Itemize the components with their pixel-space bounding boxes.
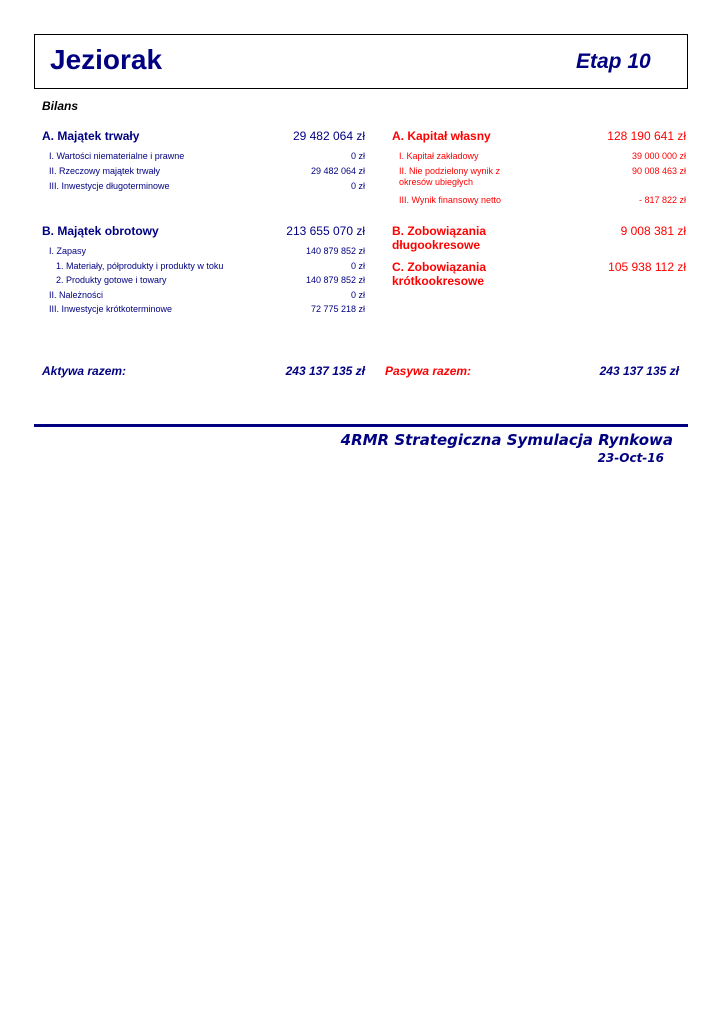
- current-item-value: 72 775 218 zł: [310, 304, 365, 314]
- current-item-value: 140 879 852 zł: [305, 246, 365, 256]
- equity-item-value: 39 000 000 zł: [631, 151, 686, 161]
- current-assets-value: 213 655 070 zł: [286, 224, 365, 238]
- current-item-label: III. Inwestycje krótkoterminowe: [49, 304, 173, 314]
- shortterm-liabilities-value: 105 938 112 zł: [608, 260, 686, 274]
- current-assets-label: B. Majątek obrotowy: [42, 224, 159, 238]
- shortterm-liabilities-label: C. Zobowiązania krótkookresowe: [392, 260, 487, 288]
- fixed-assets-value: 29 482 064 zł: [292, 129, 365, 143]
- current-item-value: 0 zł: [350, 290, 365, 300]
- longterm-liabilities-value: 9 008 381 zł: [620, 224, 686, 238]
- footer-date: 23-Oct-16: [597, 451, 664, 465]
- fixed-item-label: I. Wartości niematerialne i prawne: [49, 151, 185, 161]
- equity-item-value: 90 008 463 zł: [631, 166, 686, 176]
- liabilities-total-label: Pasywa razem:: [385, 364, 472, 378]
- fixed-item-value: 0 zł: [350, 181, 365, 191]
- section-title: Bilans: [42, 99, 79, 113]
- equity-item-label: II. Nie podzielony wynik z okresów ubiegłych: [399, 166, 501, 187]
- stage-label: Etap 10: [576, 50, 651, 73]
- liabilities-total-value: 243 137 135 zł: [599, 364, 679, 378]
- current-subitem-value: 0 zł: [350, 261, 365, 271]
- footer-divider: [34, 424, 688, 427]
- current-item-label: II. Należności: [49, 290, 104, 300]
- fixed-item-value: 0 zł: [350, 151, 365, 161]
- assets-total-label: Aktywa razem:: [42, 364, 127, 378]
- current-item-label: I. Zapasy: [49, 246, 87, 256]
- longterm-liabilities-label: B. Zobowiązania długookresowe: [392, 224, 487, 252]
- equity-item-label: III. Wynik finansowy netto: [399, 195, 501, 205]
- company-name: Jeziorak: [50, 44, 163, 75]
- current-subitem-label: 2. Produkty gotowe i towary: [56, 275, 167, 285]
- equity-item-label: I. Kapitał zakładowy: [399, 151, 479, 161]
- equity-value: 128 190 641 zł: [607, 129, 686, 143]
- current-subitem-value: 140 879 852 zł: [305, 275, 365, 285]
- equity-item-value: - 817 822 zł: [638, 195, 686, 205]
- equity-label: A. Kapitał własny: [392, 129, 491, 143]
- fixed-item-label: II. Rzeczowy majątek trwały: [49, 166, 161, 176]
- footer-title: 4RMR Strategiczna Symulacja Rynkowa: [340, 431, 673, 449]
- fixed-item-label: III. Inwestycje długoterminowe: [49, 181, 170, 191]
- fixed-assets-label: A. Majątek trwały: [42, 129, 140, 143]
- assets-total-value: 243 137 135 zł: [285, 364, 365, 378]
- fixed-item-value: 29 482 064 zł: [310, 166, 365, 176]
- current-subitem-label: 1. Materiały, półprodukty i produkty w toku: [56, 261, 224, 271]
